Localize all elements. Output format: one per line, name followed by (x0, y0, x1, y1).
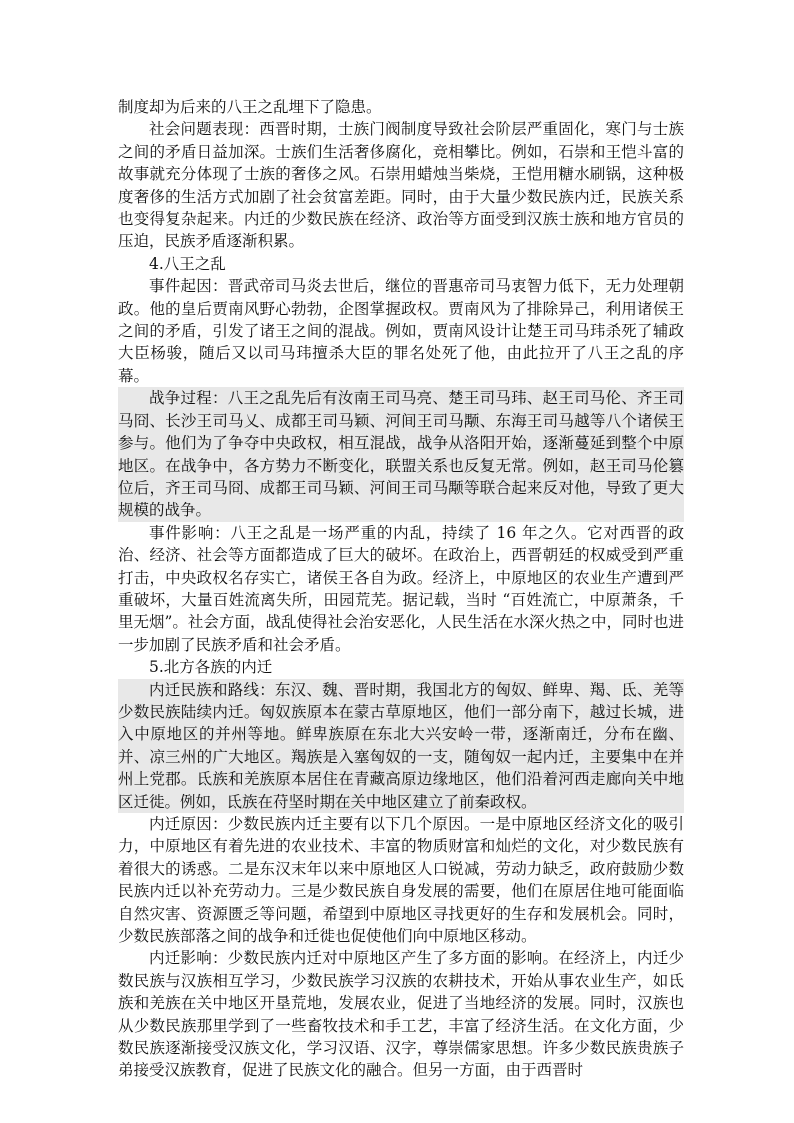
paragraph-social-problems: 社会问题表现：西晋时期，士族门阀制度导致社会阶层严重固化，寒门与士族之间的矛盾日益加深。士族们生活奢侈腐化，竞相攀比。例如，石崇和王恺斗富的故事就充分体现了士族的奢侈之风。石崇用蜡烛当柴烧，王恺用糖水刷锅，这种极度奢侈的生活方式加剧了社会贫富差距。同时，由于大量少数民族内迁，民族关系也变得复杂起来。内迁的少数民族在经济、政治等方面受到汉族士族和地方官员的压迫，民族矛盾逐渐积累。 (118, 120, 684, 251)
paragraph-event-cause: 事件起因：晋武帝司马炎去世后，继位的晋惠帝司马衷智力低下，无力处理朝政。他的皇后贾南风野心勃勃，企图掌握政权。贾南风为了排除异己，利用诸侯王之间的矛盾，引发了诸王之间的混战。例如，贾南风设计让楚王司马玮杀死了辅政大臣杨骏，随后又以司马玮擅杀大臣的罪名处死了他，由此拉开了八王之乱的序幕。 (118, 277, 684, 385)
section-heading-migration: 5.北方各族的内迁 (149, 658, 273, 677)
paragraph-war-process: 战争过程：八王之乱先后有汝南王司马亮、楚王司马玮、赵王司马伦、齐王司马冏、长沙王司马乂、成都王司马颖、河间王司马颙、东海王司马越等八个诸侯王参与。他们为了争夺中央政权，相互混战，战争从洛阳开始，逐渐蔓延到整个中原地区。在战争中，各方势力不断变化，联盟关系也反复无常。例如，赵王司马伦篡位后，齐王司马冏、成都王司马颖、河间王司马颙等联合起来反对他，导致了更大规模的战争。 (118, 387, 684, 521)
document-page (118, 96, 684, 1082)
paragraph-migration-reasons: 内迁原因：少数民族内迁主要有以下几个原因。一是中原地区经济文化的吸引力，中原地区有着先进的农业技术、丰富的物质财富和灿烂的文化，对少数民族有着很大的诱惑。二是东汉末年以来中原地区人口锐减，劳动力缺乏，政府鼓励少数民族内迁以补充劳动力。三是少数民族自身发展的需要，他们在原居住地可能面临自然灾害、资源匮乏等问题，希望到中原地区寻找更好的生存和发展机会。同时，少数民族部落之间的战争和迁徙也促使他们向中原地区移动。 (118, 815, 684, 946)
paragraph-migration-impact: 内迁影响：少数民族内迁对中原地区产生了多方面的影响。在经济上，内迁少数民族与汉族相互学习，少数民族学习汉族的农耕技术，开始从事农业生产，如氐族和羌族在关中地区开垦荒地，发展农业，促进了当地经济的发展。同时，汉族也从少数民族那里学到了一些畜牧技术和手工艺，丰富了经济生活。在文化方面，少数民族逐渐接受汉族文化，学习汉语、汉字，尊崇儒家思想。许多少数民族贵族子弟接受汉族教育，促进了民族文化的融合。但另一方面，由于西晋时 (118, 949, 684, 1080)
section-heading-eight-kings: 4.八王之乱 (149, 254, 226, 273)
paragraph-continuation: 制度却为后来的八王之乱埋下了隐患。 (118, 98, 382, 116)
paragraph-migration-routes: 内迁民族和路线：东汉、魏、晋时期，我国北方的匈奴、鲜卑、羯、氐、羌等少数民族陆续内迁。匈奴族原本在蒙古草原地区，他们一部分南下，越过长城，进入中原地区的并州等地。鲜卑族原在东北大兴安岭一带，逐渐南迁，分布在幽、并、凉三州的广大地区。羯族是入塞匈奴的一支，随匈奴一起内迁，主要集中在并州上党郡。氐族和羌族原本居住在青藏高原边缘地区，他们沿着河西走廊向关中地区迁徙。例如，氐族在苻坚时期在关中地区建立了前秦政权。 (118, 679, 684, 813)
paragraph-event-impact: 事件影响：八王之乱是一场严重的内乱，持续了 16 年之久。它对西晋的政治、经济、社会等方面都造成了巨大的破坏。在政治上，西晋朝廷的权威受到严重打击，中央政权名存实亡，诸侯王各自为政。经济上，中原地区的农业生产遭到严重破坏，大量百姓流离失所，田园荒芜。据记载，当时 “百姓流亡，中原萧条，千里无烟”。社会方面，战乱使得社会治安恶化，人民生活在水深火热之中，同时也进一步加剧了民族矛盾和社会矛盾。 (118, 523, 684, 654)
